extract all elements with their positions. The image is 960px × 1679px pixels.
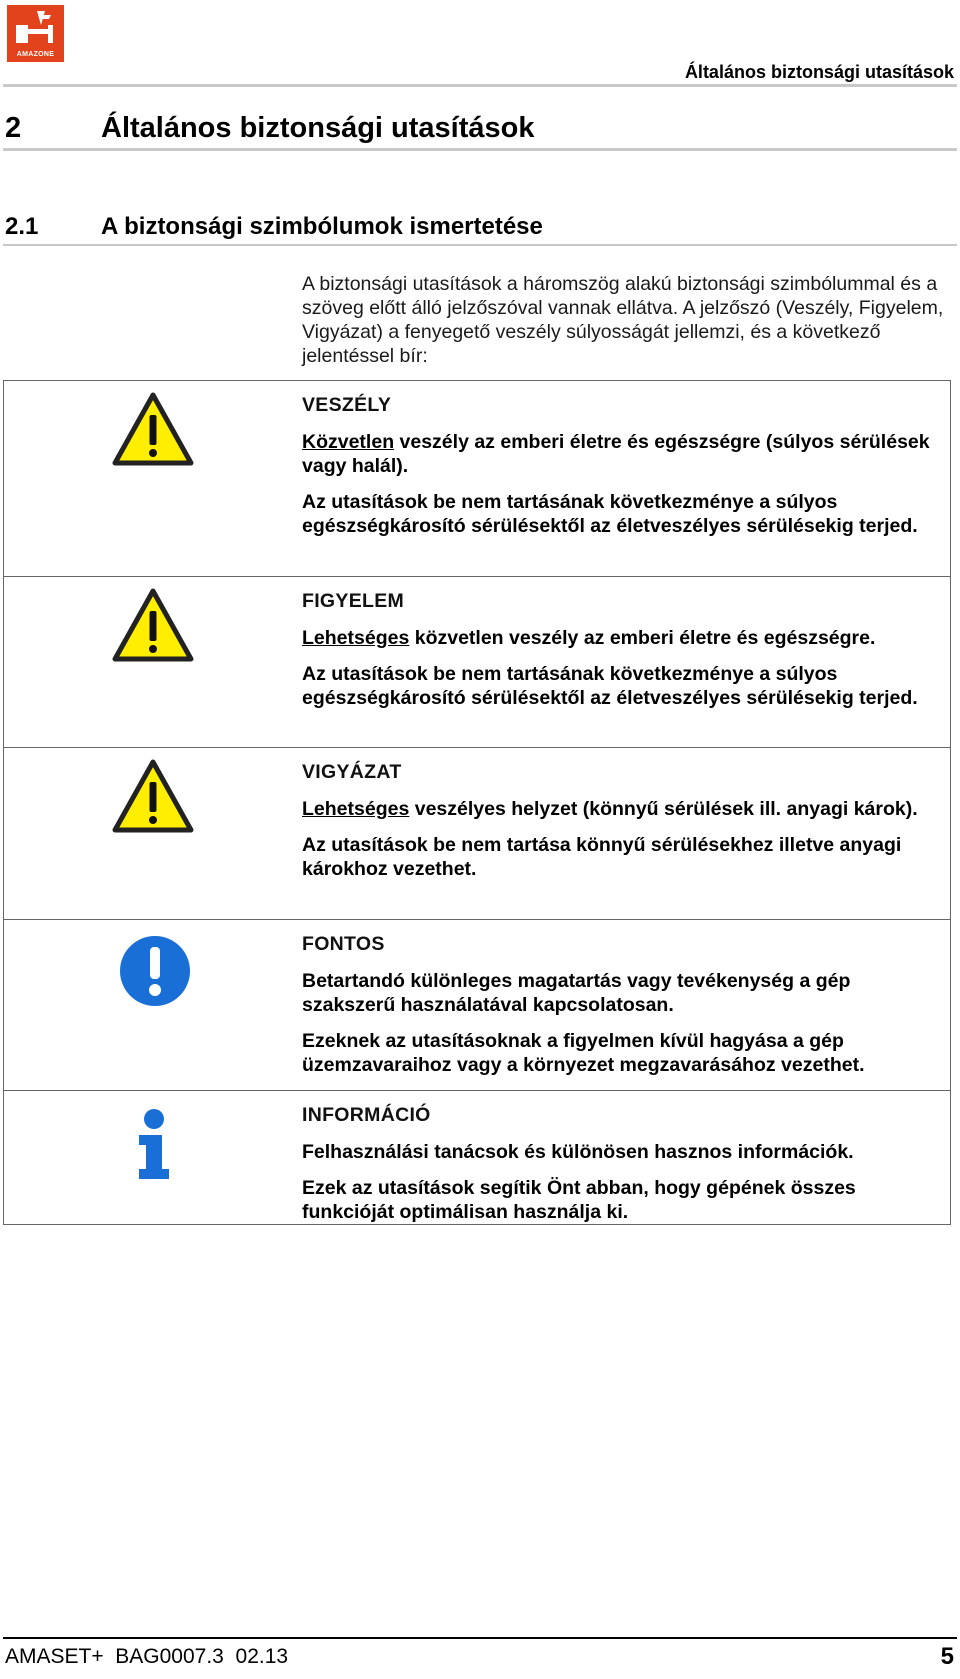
chapter-number: 2: [5, 112, 22, 144]
exclamation-circle-icon: [119, 935, 191, 1007]
signal-keyword: FONTOS: [302, 933, 385, 955]
signal-description: Lehetséges veszélyes helyzet (könnyű sérülések ill. anyagi károk).: [302, 798, 918, 820]
signal-keyword: INFORMÁCIÓ: [302, 1104, 431, 1126]
logo-text: AMAZONE: [16, 51, 55, 58]
section-rule: [3, 244, 957, 246]
amazone-logo: [7, 5, 64, 62]
signal-consequence: Az utasítások be nem tartásának következménye a súlyos egészségkárosító sérülésektől az életveszélyes sérülésekig terjed.: [302, 491, 918, 537]
warning-triangle-icon: [111, 758, 195, 834]
header-rule: [3, 84, 957, 87]
signal-row-important: [4, 920, 950, 1091]
page-number: 5: [940, 1643, 954, 1670]
signal-row-danger: [4, 381, 950, 577]
signal-row-warning: [4, 577, 950, 748]
warning-triangle-icon: [111, 587, 195, 663]
signal-row-caution: [4, 748, 950, 920]
section-heading: [5, 213, 543, 241]
signal-consequence: Ezeknek az utasításoknak a figyelmen kívül hagyása a gép üzemzavaraihoz vagy a környezet megzavarásához vezethet.: [302, 1030, 865, 1076]
signal-consequence: Az utasítások be nem tartása könnyű sérülésekhez illetve anyagi károkhoz vezethet.: [302, 834, 902, 880]
signal-description: Közvetlen veszély az emberi életre és egészségre (súlyos sérülések vagy halál).: [302, 431, 930, 477]
footer-rule: [3, 1637, 957, 1639]
chapter-rule: [3, 148, 957, 151]
footer-document-id: AMASET+ BAG0007.3 02.13: [5, 1645, 289, 1668]
chapter-title: Általános biztonsági utasítások: [101, 112, 535, 144]
signal-keyword: FIGYELEM: [302, 590, 405, 612]
running-header: Általános biztonsági utasítások: [684, 62, 954, 82]
signal-keyword: VESZÉLY: [302, 394, 392, 416]
signal-description: Betartandó különleges magatartás vagy tevékenység a gép szakszerű használatával kapcsolatosan.: [302, 970, 851, 1016]
warning-triangle-icon: [111, 391, 195, 467]
logo-mark-icon: [7, 5, 64, 51]
signal-description: Felhasználási tanácsok és különösen hasznos információk.: [302, 1141, 854, 1163]
signal-consequence: Az utasítások be nem tartásának következménye a súlyos egészségkárosító sérülésektől az életveszélyes sérülésekig terjed.: [302, 663, 918, 709]
signal-description: Lehetséges közvetlen veszély az emberi életre és egészségre.: [302, 627, 876, 649]
chapter-heading: [5, 112, 534, 145]
signal-row-information: [4, 1091, 950, 1225]
section-title: A biztonsági szimbólumok ismertetése: [101, 213, 543, 240]
section-number: 2.1: [5, 213, 39, 240]
signal-word-table: [3, 380, 951, 1225]
info-icon: [134, 1109, 174, 1179]
intro-paragraph: A biztonsági utasítások a háromszög alakú biztonsági szimbólummal és a szöveg előtt álló jelzőszóval vannak ellátva. A jelzőszó (Veszély, Figyelem, Vigyázat) a fenyegető veszély súlyosságát jellemzi, és a következő jelentéssel bír:: [302, 273, 944, 367]
signal-consequence: Ezek az utasítások segítik Önt abban, hogy gépének összes funkcióját optimálisan használja ki.: [302, 1177, 856, 1223]
signal-keyword: VIGYÁZAT: [302, 761, 402, 783]
